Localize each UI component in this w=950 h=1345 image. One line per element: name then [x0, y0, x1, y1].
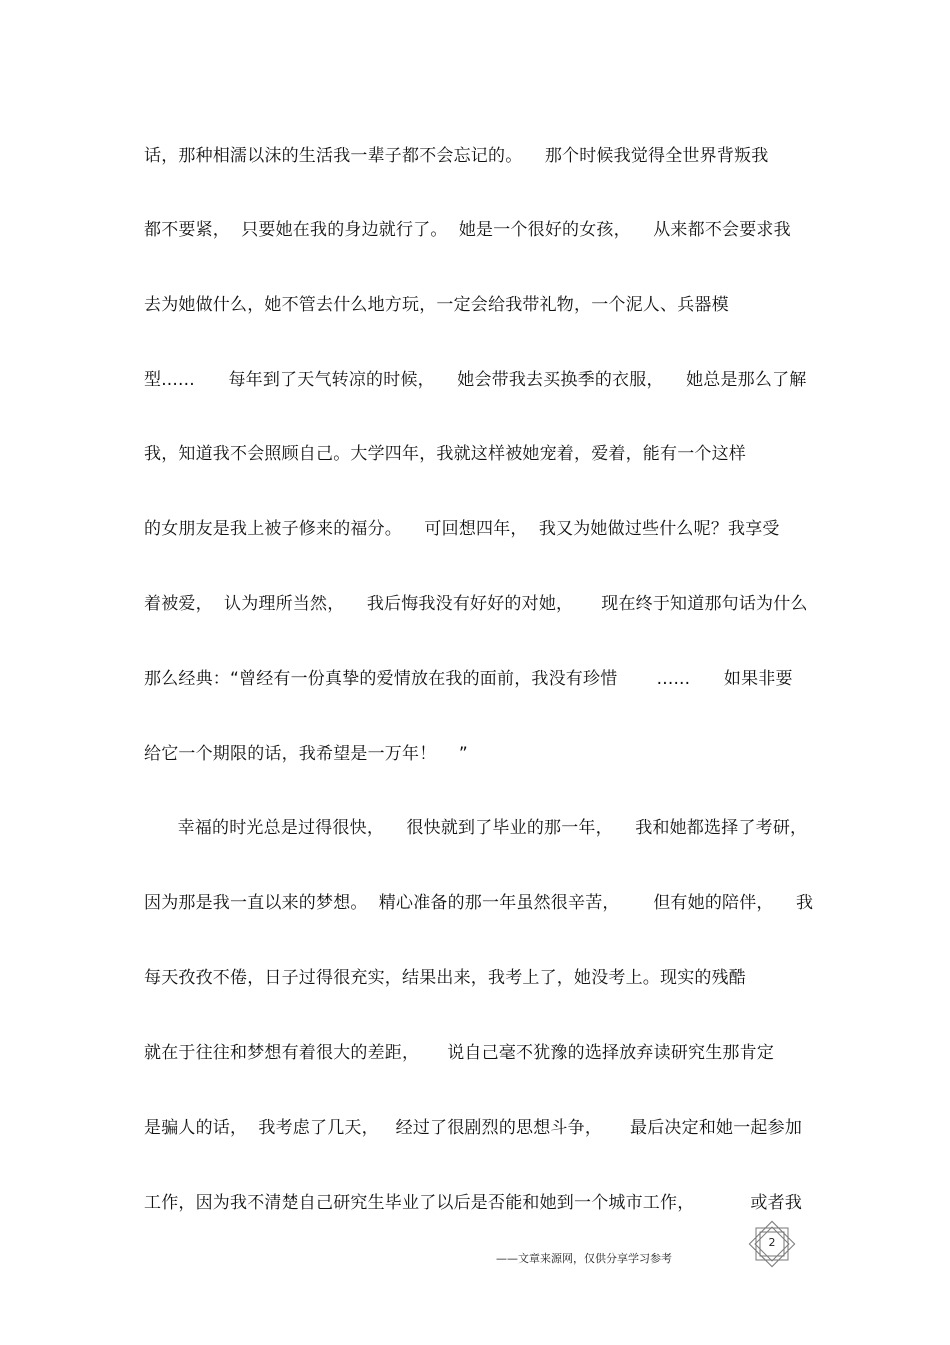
- text-line: 型...... 每年到了天气转凉的时候， 她会带我去买换季的衣服， 她总是那么了解: [144, 370, 807, 390]
- text-line: 的女朋友是我上被子修来的福分。 可回想四年， 我又为她做过些什么呢？我享受: [144, 519, 780, 539]
- text-line: 每天孜孜不倦，日子过得很充实，结果出来，我考上了，她没考上。现实的残酷: [144, 968, 746, 988]
- text-line: 去为她做什么，她不管去什么地方玩，一定会给我带礼物，一个泥人、兵器模: [144, 295, 729, 315]
- text-line: 着被爱， 认为理所当然， 我后悔我没有好好的对她， 现在终于知道那句话为什么: [144, 594, 808, 614]
- text-line: 我，知道我不会照顾自己。大学四年，我就这样被她宠着，爱着，能有一个这样: [144, 444, 746, 464]
- text-line: 那么经典：“曾经有一份真挚的爱情放在我的面前，我没有珍惜 ...... 如果非要: [144, 669, 793, 689]
- text-line: 话，那种相濡以沫的生活我一辈子都不会忘记的。 那个时候我觉得全世界背叛我: [144, 146, 769, 166]
- text-line: 给它一个期限的话，我希望是一万年！ ”: [144, 744, 468, 764]
- text-line: 都不要紧， 只要她在我的身边就行了。 她是一个很好的女孩， 从来都不会要求我: [144, 220, 791, 240]
- text-line: 工作，因为我不清楚自己研究生毕业了以后是否能和她到一个城市工作， 或者我: [144, 1193, 803, 1213]
- footer-source-note: ——文章来源网，仅供分享学习参考: [496, 1252, 672, 1265]
- text-line: 就在于往往和梦想有着很大的差距， 说自己毫不犹豫的选择放弃读研究生那肯定: [144, 1043, 775, 1063]
- text-line: 因为那是我一直以来的梦想。 精心准备的那一年虽然很辛苦， 但有她的陪伴， 我: [144, 893, 814, 913]
- page-number: 2: [768, 1236, 776, 1249]
- text-line: 幸福的时光总是过得很快， 很快就到了毕业的那一年， 我和她都选择了考研，: [144, 818, 808, 838]
- text-line: 是骗人的话， 我考虑了几天， 经过了很剧烈的思想斗争， 最后决定和她一起参加: [144, 1118, 803, 1138]
